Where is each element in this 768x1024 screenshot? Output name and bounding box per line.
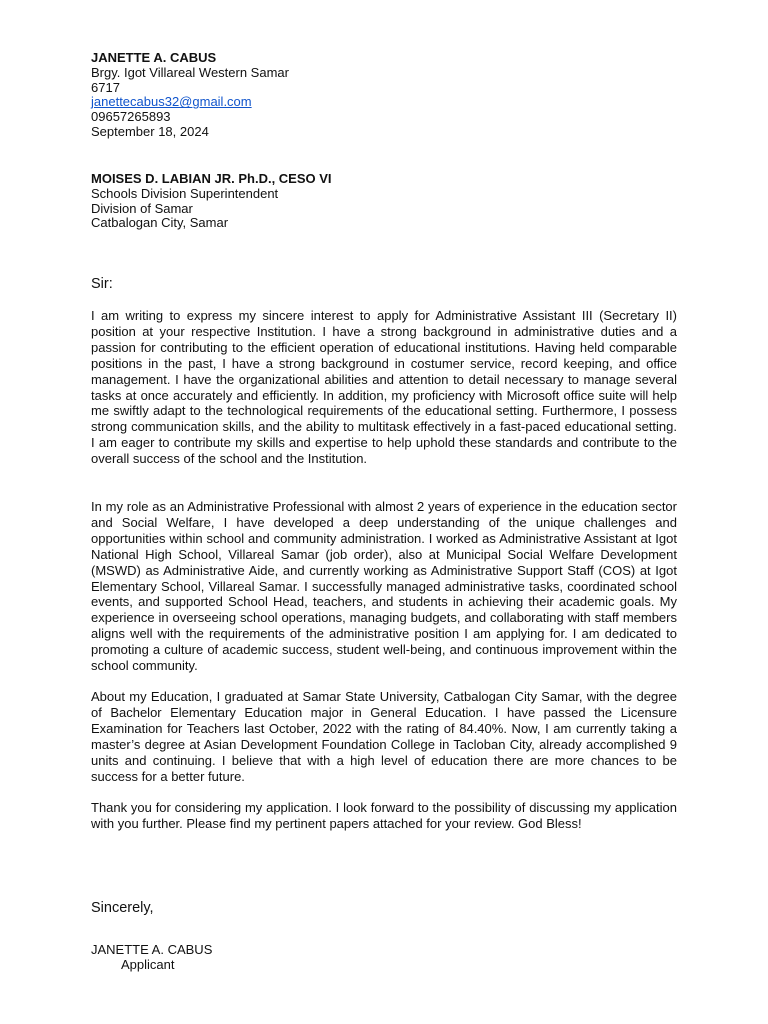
- body-paragraph-4: Thank you for considering my application. I look forward to the possibility of discussing my application with you further. Please find my pertinent papers attached for your review. God Bless!: [91, 800, 677, 831]
- recipient-city: Catbalogan City, Samar: [91, 215, 229, 231]
- sender-name: JANETTE A. CABUS: [91, 50, 217, 65]
- salutation-block: [91, 276, 677, 292]
- recipient-division: Division of Samar: [91, 200, 193, 216]
- body-paragraph-1: I am writing to express my sincere interest to apply for Administrative Assistant III (Secretary II) position at your respective Institution. I have a strong background in administrative duties and a passion for contributing to the efficient operation of educational institutions. Having held comparable positions in the past, I have a strong background in costumer service, record keeping, and office management. I have the organizational abilities and attention to detail necessary to manage several tasks at once accurately and efficiently. In addition, my proficiency with Microsoft office suite will help me swiftly adapt to the technological requirements of the educational setting. Furthermore, I possess strong communication skills, and the ability to multitask effectively in a fast-paced educational setting. I am eager to contribute my skills and expertise to help uphold these standards and contribute to the overall success of the school and the Institution.: [91, 308, 677, 467]
- body-paragraph-3: About my Education, I graduated at Samar State University, Catbalogan City Samar, with the degree of Bachelor Elementary Education major in General Education. I have passed the Licensure Examination for Teachers last October, 2022 with the rating of 84.40%. Now, I am currently taking a master’s degree at Asian Development Foundation College in Tacloban City, already accomplished 9 units and continuing. I believe that with a high level of education there are more chances to be success for a better future.: [91, 689, 677, 784]
- recipient-title: Schools Division Superintendent: [91, 185, 279, 201]
- recipient-name: MOISES D. LABIAN JR. Ph.D., CESO VI: [91, 171, 332, 186]
- sender-phone: 09657265893: [91, 109, 171, 125]
- sender-zip: 6717: [91, 79, 120, 95]
- signature-role: Applicant: [121, 956, 175, 972]
- closing-block: [91, 900, 677, 916]
- closing: Sincerely,: [91, 900, 154, 916]
- signature-block: [91, 943, 677, 973]
- salutation: Sir:: [91, 276, 113, 292]
- sender-address: Brgy. Igot Villareal Western Samar: [91, 64, 289, 80]
- signature-name: JANETTE A. CABUS: [91, 942, 213, 957]
- sender-email-link[interactable]: janettecabus32@gmail.com: [91, 94, 252, 110]
- recipient-block: [91, 172, 677, 231]
- body-paragraph-2: In my role as an Administrative Professional with almost 2 years of experience in the education sector and Social Welfare, I have developed a deep understanding of the unique challenges and opportunities within school and community administration. I worked as Administrative Assistant at Igot National High School, Villareal Samar (job order), also at Municipal Social Welfare Development (MSWD) as Administrative Aide, and currently working as Administrative Support Staff (COS) at Igot Elementary School, Villareal Samar. I successfully managed administrative tasks, coordinated school events, and supported School Head, teachers, and students in achieving their academic goals. My experience in overseeing school operations, managing budgets, and collaborating with staff members aligns well with the requirements of the administrative position I am applying for. I am dedicated to promoting a culture of academic success, student well-being, and continuous improvement within the school community.: [91, 499, 677, 674]
- sender-block: [91, 51, 677, 140]
- letter-date: September 18, 2024: [91, 123, 209, 139]
